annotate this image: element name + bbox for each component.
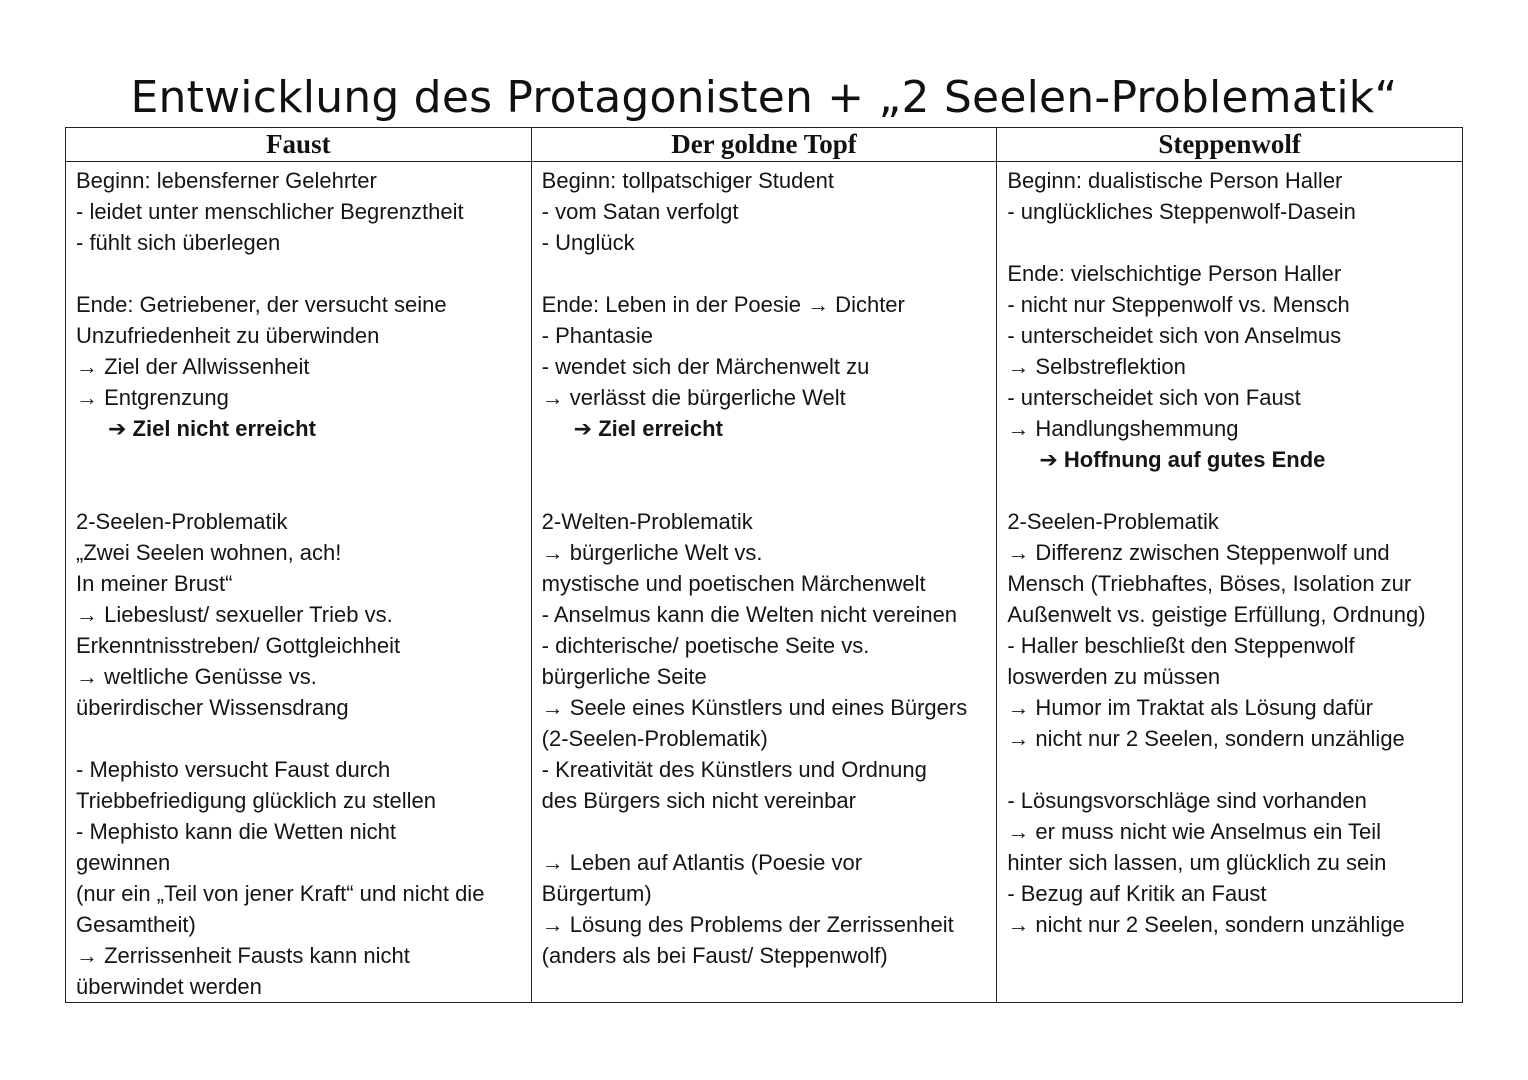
cell-text-line: - dichterische/ poetische Seite vs. — [541, 633, 870, 658]
cell-text-line: - Haller beschließt den Steppenwolf — [1007, 633, 1355, 658]
cell-text-line: Beginn: dualistische Person Haller — [1007, 168, 1343, 193]
cell-text-line: → Liebeslust/ sexueller Trieb vs. — [76, 602, 393, 627]
spacer-line — [542, 258, 997, 289]
content-row — [66, 162, 1463, 1003]
cell-text-line: - Mephisto versucht Faust durch — [76, 757, 391, 782]
cell-text-line: → Handlungshemmung — [1007, 416, 1239, 441]
cell-text-line: → Lösung des Problems der Zerrissenheit — [541, 912, 954, 937]
cell-text-line: (2-Seelen-Problematik) — [541, 726, 768, 751]
cell-text-line: → Leben auf Atlantis (Poesie vor — [541, 850, 863, 875]
cell-text-line: Gesamtheit) — [76, 912, 196, 937]
conclusion-line: ➔ Ziel erreicht — [573, 416, 723, 441]
cell-text-line: Ende: Getriebener, der versucht seine — [76, 292, 447, 317]
comparison-table — [65, 127, 1463, 1003]
spacer-line — [76, 444, 531, 475]
cell-text-line: loswerden zu müssen — [1007, 664, 1221, 689]
column-cell-der-goldne-topf — [531, 162, 997, 1003]
cell-text-line: - Lösungsvorschläge sind vorhanden — [1007, 788, 1367, 813]
cell-text-line: Triebbefriedigung glücklich zu stellen — [76, 788, 436, 813]
spacer-line — [76, 475, 531, 506]
cell-text-line: hinter sich lassen, um glücklich zu sein — [1007, 850, 1387, 875]
spacer-line — [76, 258, 531, 289]
cell-text-line: 2-Welten-Problematik — [541, 509, 753, 534]
cell-text-line: → nicht nur 2 Seelen, sondern unzählige — [1007, 726, 1405, 751]
spacer-line — [542, 816, 997, 847]
cell-text-line: → Selbstreflektion — [1007, 354, 1186, 379]
cell-text-line: - Mephisto kann die Wetten nicht — [76, 819, 396, 844]
column-cell-faust — [66, 162, 532, 1003]
cell-text-line: - Kreativität des Künstlers und Ordnung — [541, 757, 927, 782]
cell-text-line: - Unglück — [541, 230, 635, 255]
cell-text-line: → Seele eines Künstlers und eines Bürgers — [541, 695, 968, 720]
cell-text-line: - unterscheidet sich von Anselmus — [1007, 323, 1342, 348]
cell-text-line: - Anselmus kann die Welten nicht vereinen — [541, 602, 958, 627]
cell-text-line: (anders als bei Faust/ Steppenwolf) — [541, 943, 888, 968]
cell-text-line: mystische und poetischen Märchenwelt — [541, 571, 926, 596]
cell-text-line: - Phantasie — [541, 323, 653, 348]
page-title: Entwicklung des Protagonisten + „2 Seelen-Problematik“ — [130, 72, 1398, 123]
cell-text-line: → Humor im Traktat als Lösung dafür — [1007, 695, 1373, 720]
cell-text-line: → Zerrissenheit Fausts kann nicht — [76, 943, 410, 968]
cell-text-line: → Ziel der Allwissenheit — [76, 354, 310, 379]
column-cell-steppenwolf — [997, 162, 1463, 1003]
conclusion-line: ➔ Hoffnung auf gutes Ende — [1039, 447, 1326, 472]
cell-text-line: → Entgrenzung — [76, 385, 229, 410]
cell-text-line: - unglückliches Steppenwolf-Dasein — [1007, 199, 1356, 224]
spacer-line — [1007, 227, 1462, 258]
header-row — [66, 128, 1463, 162]
cell-text-line: Beginn: lebensferner Gelehrter — [76, 168, 377, 193]
cell-text-line: Außenwelt vs. geistige Erfüllung, Ordnung) — [1007, 602, 1426, 627]
cell-text-line: Bürgertum) — [541, 881, 652, 906]
cell-text-line: → weltliche Genüsse vs. — [76, 664, 317, 689]
cell-text-line: Ende: vielschichtige Person Haller — [1007, 261, 1342, 286]
spacer-line — [542, 444, 997, 475]
cell-text-line: Mensch (Triebhaftes, Böses, Isolation zur — [1007, 571, 1412, 596]
cell-text-line: → verlässt die bürgerliche Welt — [541, 385, 846, 410]
spacer-line — [1007, 754, 1462, 785]
spacer-line — [1007, 475, 1462, 506]
spacer-line — [76, 723, 531, 754]
cell-text-line: - wendet sich der Märchenwelt zu — [541, 354, 870, 379]
cell-text-line: (nur ein „Teil von jener Kraft“ und nicht die — [76, 881, 485, 906]
column-header-steppenwolf: Steppenwolf — [997, 128, 1463, 162]
cell-text-line: - Bezug auf Kritik an Faust — [1007, 881, 1267, 906]
cell-text-line: gewinnen — [76, 850, 171, 875]
spacer-line — [542, 475, 997, 506]
cell-text-line: - fühlt sich überlegen — [76, 230, 281, 255]
cell-text-line: - unterscheidet sich von Faust — [1007, 385, 1301, 410]
cell-text-line: - nicht nur Steppenwolf vs. Mensch — [1007, 292, 1350, 317]
cell-text-line: → nicht nur 2 Seelen, sondern unzählige — [1007, 912, 1405, 937]
cell-text-line: überirdischer Wissensdrang — [76, 695, 349, 720]
cell-text-line: → bürgerliche Welt vs. — [541, 540, 763, 565]
cell-text-line: - leidet unter menschlicher Begrenztheit — [76, 199, 464, 224]
cell-text-line: - vom Satan verfolgt — [541, 199, 739, 224]
cell-text-line: Erkenntnisstreben/ Gottgleichheit — [76, 633, 401, 658]
cell-text-line: 2-Seelen-Problematik — [76, 509, 288, 534]
cell-text-line: überwindet werden — [76, 974, 262, 999]
column-header-der-goldne-topf: Der goldne Topf — [531, 128, 997, 162]
cell-text-line: bürgerliche Seite — [541, 664, 707, 689]
cell-text-line: „Zwei Seelen wohnen, ach! — [76, 540, 342, 565]
cell-text-line: → Differenz zwischen Steppenwolf und — [1007, 540, 1390, 565]
cell-text-line: 2-Seelen-Problematik — [1007, 509, 1219, 534]
cell-text-line: Unzufriedenheit zu überwinden — [76, 323, 380, 348]
cell-text-line: Beginn: tollpatschiger Student — [541, 168, 834, 193]
conclusion-line: ➔ Ziel nicht erreicht — [108, 416, 316, 441]
column-header-faust: Faust — [66, 128, 532, 162]
cell-text-line: → er muss nicht wie Anselmus ein Teil — [1007, 819, 1382, 844]
cell-text-line: des Bürgers sich nicht vereinbar — [541, 788, 856, 813]
cell-text-line: Ende: Leben in der Poesie → Dichter — [541, 292, 905, 317]
cell-text-line: In meiner Brust“ — [76, 571, 233, 596]
